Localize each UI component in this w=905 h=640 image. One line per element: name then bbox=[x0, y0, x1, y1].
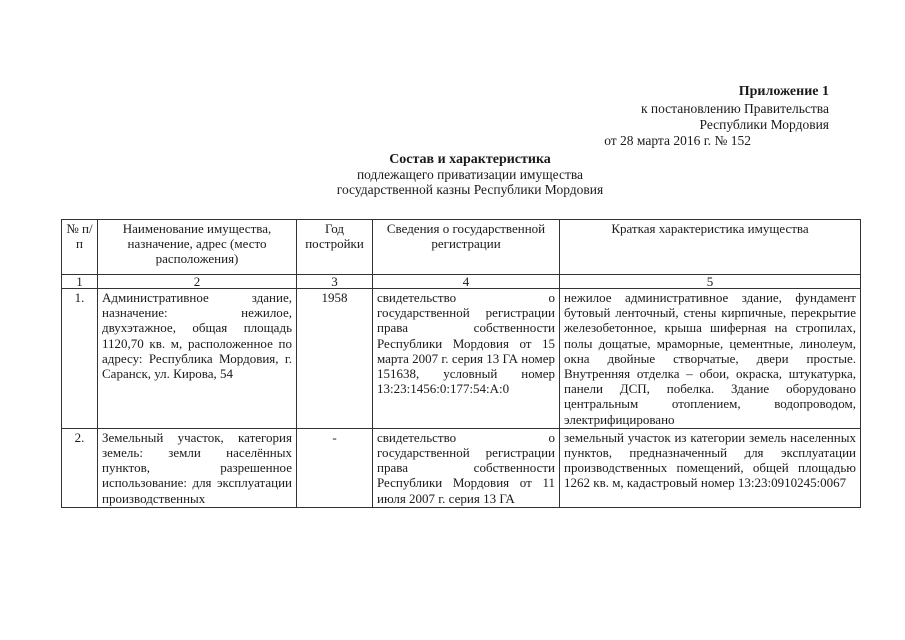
column-number-row bbox=[62, 275, 861, 289]
row-num: 2. bbox=[62, 428, 98, 507]
table-row bbox=[62, 289, 861, 429]
header-year: Год постройки bbox=[297, 220, 373, 275]
heading-line-1: подлежащего приватизации имущества bbox=[356, 167, 584, 182]
appendix-title: Приложение 1 bbox=[738, 84, 829, 99]
appendix-line-2: Республики Мордовия bbox=[699, 117, 829, 132]
heading-line-2: государственной казны Республики Мордовия bbox=[336, 182, 604, 197]
row-year: - bbox=[297, 428, 373, 507]
appendix-line-3: от 28 марта 2016 г. № 152 bbox=[604, 133, 751, 148]
table-row bbox=[62, 428, 861, 507]
appendix-block bbox=[589, 84, 829, 149]
document-heading bbox=[220, 152, 720, 197]
row-description: земельный участок из категории земель населенных пунктов, предназначенный для эксплуатации производственных помещений, общей площадью 1262 кв. м, кадастровый номер 13:23:0910245:0067 bbox=[560, 428, 861, 507]
row-year: 1958 bbox=[297, 289, 373, 429]
row-name: Земельный участок, категория земель: земли населённых пунктов, разрешенное использование: для эксплуатации производственных bbox=[98, 428, 297, 507]
appendix-line-1: к постановлению Правительства bbox=[640, 101, 829, 116]
col-number-2: 2 bbox=[98, 275, 297, 289]
row-name: Административное здание, назначение: нежилое, двухэтажное, общая площадь 1120,70 кв. м, расположенное по адресу: Республика Мордовия, г. Саранск, ул. Кирова, 54 bbox=[98, 289, 297, 429]
col-number-3: 3 bbox=[297, 275, 373, 289]
row-num: 1. bbox=[62, 289, 98, 429]
heading-title: Состав и характеристика bbox=[389, 152, 551, 167]
table-header-row bbox=[62, 220, 861, 275]
header-description: Краткая характеристика имущества bbox=[560, 220, 861, 275]
col-number-1: 1 bbox=[62, 275, 98, 289]
col-number-4: 4 bbox=[373, 275, 560, 289]
row-registration: свидетельство о государственной регистрации права собственности Республики Мордовия от 15 марта 2007 г. серия 13 ГА номер 151638, условный номер 13:23:1456:0:177:54:А:0 bbox=[373, 289, 560, 429]
property-table bbox=[61, 219, 861, 508]
header-registration: Сведения о государственной регистрации bbox=[373, 220, 560, 275]
header-num: № п/п bbox=[62, 220, 98, 275]
col-number-5: 5 bbox=[560, 275, 861, 289]
row-description: нежилое административное здание, фундамент бутовый ленточный, стены кирпичные, перекрытие железобетонное, крыша шиферная на стропилах, полы дощатые, мраморные, цементные, линолеум, окна двойные створчатые, двери простые. Внутренняя отделка – обои, окраска, штукатурка, панели ДСП, побелка. Здание оборудовано центральным отоплением, водопроводом, электрифицировано bbox=[560, 289, 861, 429]
row-registration: свидетельство о государственной регистрации права собственности Республики Мордовия от 11 июля 2007 г. серия 13 ГА bbox=[373, 428, 560, 507]
header-name: Наименование имущества, назначение, адрес (место расположения) bbox=[98, 220, 297, 275]
